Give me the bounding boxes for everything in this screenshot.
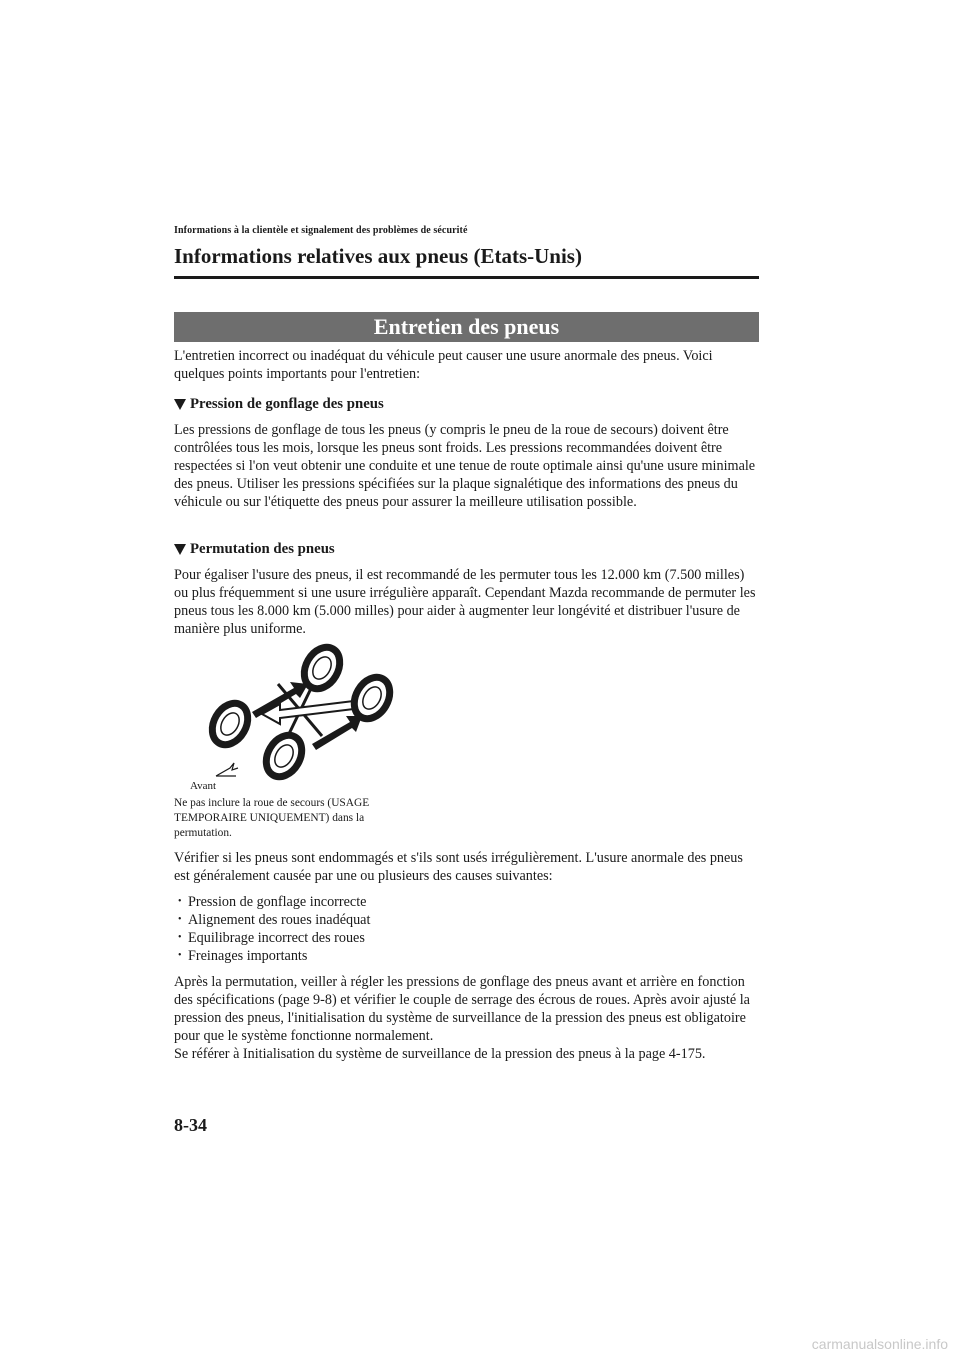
subheading-pressure (174, 396, 384, 413)
front-direction-arrow-icon (216, 763, 238, 776)
list-item: • Alignement des roues inadéquat (178, 912, 371, 928)
page-number: 8-34 (174, 1115, 207, 1135)
refer-paragraph: Se référer à Initialisation du système de surveillance de la pression des pneus à la page 4-175. (174, 1046, 706, 1062)
section-title: Informations relatives aux pneus (Etats-Unis) (174, 244, 582, 268)
chapter-kicker: Informations à la clientèle et signalement des problèmes de sécurité (174, 225, 468, 236)
topic-banner: Entretien des pneus (174, 312, 759, 342)
tire-rear-left (205, 697, 255, 751)
subheading-pressure-text: Pression de gonflage des pneus (190, 396, 384, 412)
figure-caption: Ne pas inclure la roue de secours (USAGE TEMPORAIRE UNIQUEMENT) dans la permutation. (174, 797, 370, 839)
list-item: • Equilibrage incorrect des roues (178, 930, 365, 946)
rotation-paragraph: Pour égaliser l'usure des pneus, il est recommandé de les permuter tous les 12.000 km (7.500 milles) ou plus fréquemment si une usure irrégulière apparaît. Cependant Mazda recommande de permuter les pneus tous les 8.000 km (5.000 milles) pour aider à augmenter leur longévité et distribuer l'usure de manière plus uniforme. (174, 567, 756, 637)
title-rule (174, 276, 759, 279)
check-paragraph: Vérifier si les pneus sont endommagés et s'ils sont usés irrégulièrement. L'usure anormale des pneus est généralement causée par une ou plusieurs des causes suivantes: (174, 850, 743, 884)
pressure-paragraph: Les pressions de gonflage de tous les pneus (y compris le pneu de la roue de secours) doivent être contrôlées tous les mois, lorsque les pneus sont froids. Les pressions recommandées doivent être respectées si l'on veut obtenir une conduite et une tenue de route optimale ainsi qu'une usure minimale des pneus. Utiliser les pressions spécifiées sur la plaque signalétique des informations des pneus du véhicule ou sur l'étiquette des pneus pour assurer la meilleure utilisation possible. (174, 422, 756, 510)
list-item: • Freinages importants (178, 948, 308, 964)
list-item: • Pression de gonflage incorrecte (178, 894, 367, 910)
subheading-rotation (174, 541, 335, 558)
after-rotation-paragraph: Après la permutation, veiller à régler les pressions de gonflage des pneus avant et arrière en fonction des spécifications (page 9-8) et vérifier le couple de serrage des écrous de roues. Après avoir ajusté la pression des pneus, l'initialisation du système de surveillance de la pression des pneus est obligatoire pour que le système fonctionne normalement. (174, 974, 750, 1044)
tire-rotation-illustration (190, 640, 420, 790)
watermark: carmanualsonline.info (811, 1336, 948, 1352)
intro-paragraph: L'entretien incorrect ou inadéquat du véhicule peut causer une usure anormale des pneus. Voici quelques points importants pour l'entretien: (174, 348, 713, 382)
triangle-bullet-icon (174, 399, 186, 410)
front-label: Avant (190, 780, 217, 790)
causes-list (178, 893, 370, 965)
tire-rear-right (259, 729, 309, 783)
subheading-rotation-text: Permutation des pneus (190, 541, 335, 557)
triangle-bullet-icon (174, 544, 186, 555)
